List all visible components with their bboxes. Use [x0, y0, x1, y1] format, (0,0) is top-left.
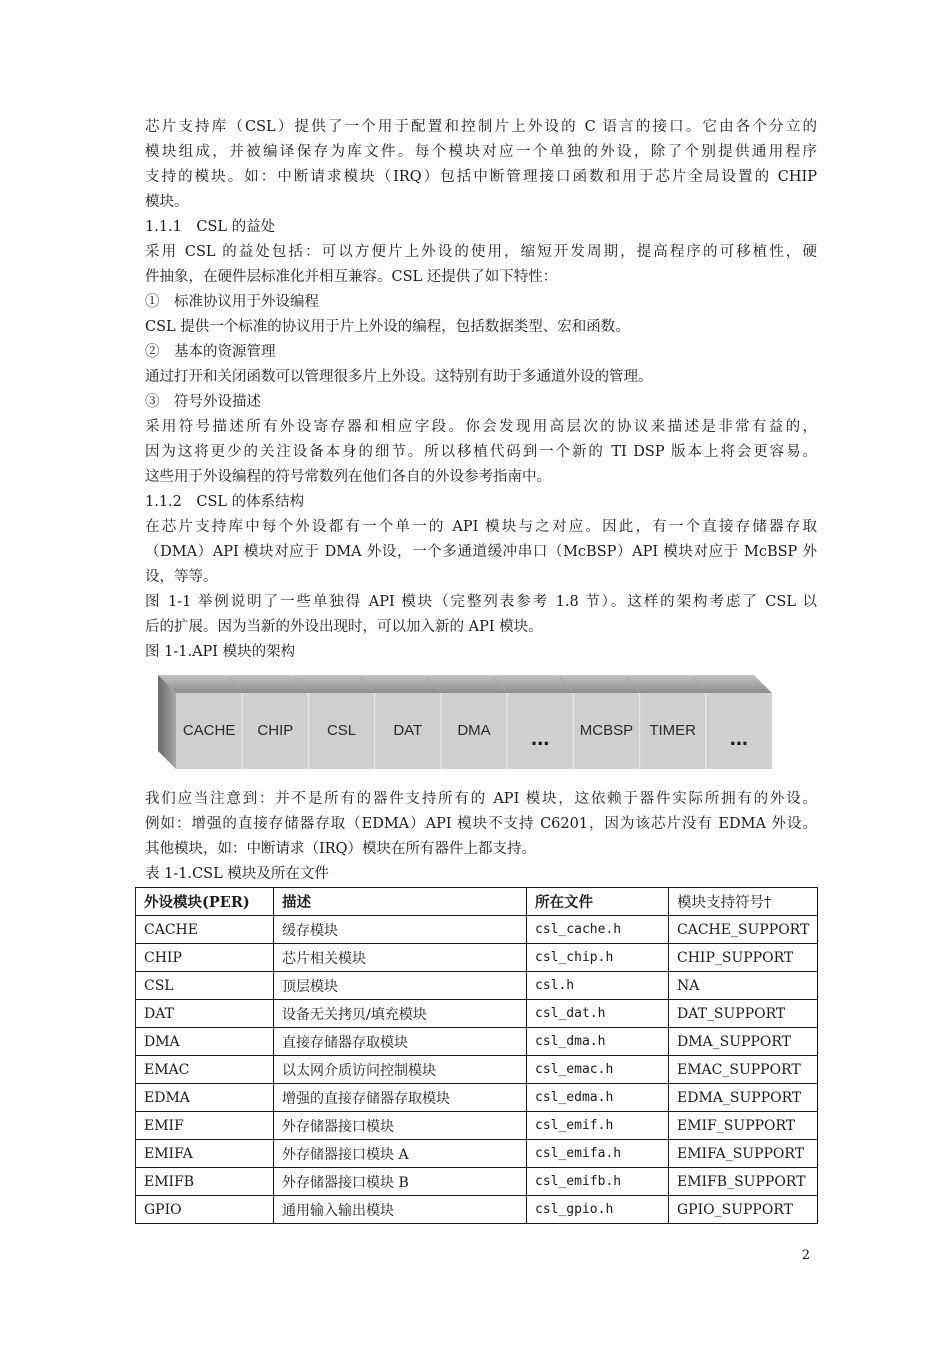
cell-description: 外存储器接口模块 B — [274, 1168, 527, 1196]
table-row — [136, 916, 818, 944]
text-line: 芯片支持库（CSL）提供了一个用于配置和控制片上外设的 C 语言的接口。它由各个分立的 — [145, 119, 817, 135]
table-row — [136, 972, 818, 1000]
text-line: 其他模块，如：中断请求（IRQ）模块在所有器件上都支持。 — [145, 841, 537, 857]
cell-module: DMA — [136, 1028, 274, 1056]
cell-file: csl_emifa.h — [527, 1140, 669, 1168]
api-module-label: MCBSP — [579, 722, 634, 739]
cell-description: 直接存储器存取模块 — [274, 1028, 527, 1056]
text-line: 在芯片支持库中每个外设都有一个单一的 API 模块与之对应。因此，有一个直接存储器存取 — [145, 519, 817, 535]
text-line: 1.1.2 CSL 的体系结构 — [145, 494, 305, 510]
text-line: 例如：增强的直接存储器存取（EDMA）API 模块不支持 C6201，因为该芯片没有 EDMA 外设。 — [145, 816, 817, 832]
text-line: ① 标准协议用于外设编程 — [145, 294, 319, 310]
table-row — [136, 1084, 818, 1112]
header-file: 所在文件 — [527, 888, 669, 916]
text-line: 我们应当注意到：并不是所有的器件支持所有的 API 模块，这依赖于器件实际所拥有的外设。 — [145, 791, 817, 807]
text-line: ② 基本的资源管理 — [145, 344, 276, 360]
text-line: 模块组成，并被编译保存为库文件。每个模块对应一个单独的外设，除了个别提供通用程序 — [145, 144, 817, 160]
api-module-label: CACHE — [182, 722, 236, 739]
table-row — [136, 1000, 818, 1028]
body-text-bottom — [145, 787, 817, 887]
text-line: CSL 提供一个标准的协议用于片上外设的编程，包括数据类型、宏和函数。 — [145, 319, 630, 335]
text-line: 表 1-1.CSL 模块及所在文件 — [145, 866, 329, 882]
cell-file: csl_chip.h — [527, 944, 669, 972]
cell-support-symbol: EMIFA_SUPPORT — [669, 1140, 818, 1168]
text-line: （DMA）API 模块对应于 DMA 外设，一个多通道缓冲串口（McBSP）API 模块对应于 McBSP 外 — [145, 544, 817, 560]
api-architecture-diagram — [158, 675, 772, 769]
cell-description: 缓存模块 — [274, 916, 527, 944]
cell-description: 外存储器接口模块 — [274, 1112, 527, 1140]
cell-module: CSL — [136, 972, 274, 1000]
table-row — [136, 1140, 818, 1168]
cell-support-symbol: DAT_SUPPORT — [669, 1000, 818, 1028]
page-number: 2 — [801, 1248, 810, 1263]
cell-module: EDMA — [136, 1084, 274, 1112]
cell-support-symbol: EMIFB_SUPPORT — [669, 1168, 818, 1196]
text-line: 件抽象，在硬件层标准化并相互兼容。CSL 还提供了如下特性： — [145, 269, 558, 285]
cell-module: EMIFA — [136, 1140, 274, 1168]
cell-support-symbol: NA — [669, 972, 818, 1000]
cell-file: csl.h — [527, 972, 669, 1000]
api-module-label: ... — [729, 725, 749, 750]
cell-file: csl_emifb.h — [527, 1168, 669, 1196]
cell-description: 以太网介质访问控制模块 — [274, 1056, 527, 1084]
cell-file: csl_emac.h — [527, 1056, 669, 1084]
text-line: 设，等等。 — [145, 569, 218, 585]
cell-support-symbol: EDMA_SUPPORT — [669, 1084, 818, 1112]
cell-description: 通用输入输出模块 — [274, 1196, 527, 1224]
cell-support-symbol: GPIO_SUPPORT — [669, 1196, 818, 1224]
text-line: 采用符号描述所有外设寄存器和相应字段。你会发现用高层次的协议来描述是非常有益的， — [145, 419, 817, 435]
diagram-top-face — [158, 675, 772, 693]
cell-support-symbol: DMA_SUPPORT — [669, 1028, 818, 1056]
csl-modules-table — [135, 887, 818, 1224]
text-line: 图 1-1.API 模块的架构 — [145, 644, 296, 660]
cell-module: CACHE — [136, 916, 274, 944]
header-peripheral-module: 外设模块(PER) — [136, 888, 274, 916]
text-line: 模块。 — [145, 194, 189, 210]
api-module-label: DMA — [457, 722, 491, 739]
text-line: 因为这将更少的关注设备本身的细节。所以移植代码到一个新的 TI DSP 版本上将会更容易。 — [145, 444, 817, 460]
text-line: 这些用于外设编程的符号常数列在他们各自的外设参考指南中。 — [145, 469, 551, 485]
api-module-label: CSL — [326, 722, 357, 739]
cell-description: 外存储器接口模块 A — [274, 1140, 527, 1168]
table-header-row — [136, 888, 818, 916]
cell-module: EMIF — [136, 1112, 274, 1140]
text-line: 1.1.1 CSL 的益处 — [145, 219, 276, 235]
text-line: 通过打开和关闭函数可以管理很多片上外设。这特别有助于多通道外设的管理。 — [145, 369, 653, 385]
table-row — [136, 1196, 818, 1224]
cell-description: 顶层模块 — [274, 972, 527, 1000]
cell-module: CHIP — [136, 944, 274, 972]
body-text-top — [145, 115, 817, 665]
api-modules-svg — [158, 675, 772, 769]
cell-file: csl_cache.h — [527, 916, 669, 944]
text-line: 采用 CSL 的益处包括：可以方便片上外设的使用，缩短开发周期，提高程序的可移植性，硬 — [145, 244, 817, 260]
cell-support-symbol: CACHE_SUPPORT — [669, 916, 818, 944]
cell-description: 芯片相关模块 — [274, 944, 527, 972]
cell-support-symbol: EMIF_SUPPORT — [669, 1112, 818, 1140]
cell-file: csl_gpio.h — [527, 1196, 669, 1224]
cell-module: EMAC — [136, 1056, 274, 1084]
cell-description: 增强的直接存储器存取模块 — [274, 1084, 527, 1112]
api-module-label: CHIP — [257, 722, 294, 739]
text-line: 图 1-1 举例说明了一些单独得 API 模块（完整列表参考 1.8 节）。这样的架构考虑了 CSL 以 — [145, 594, 817, 610]
cell-file: csl_dma.h — [527, 1028, 669, 1056]
api-module-label: DAT — [393, 722, 423, 739]
cell-file: csl_emif.h — [527, 1112, 669, 1140]
table-row — [136, 1056, 818, 1084]
cell-file: csl_dat.h — [527, 1000, 669, 1028]
table-row — [136, 1028, 818, 1056]
cell-support-symbol: CHIP_SUPPORT — [669, 944, 818, 972]
cell-file: csl_edma.h — [527, 1084, 669, 1112]
table-row — [136, 1168, 818, 1196]
api-module-label: ... — [531, 725, 550, 750]
table-row — [136, 1112, 818, 1140]
table-row — [136, 944, 818, 972]
header-support-symbol: 模块支持符号† — [669, 888, 818, 916]
text-line: 支持的模块。如：中断请求模块（IRQ）包括中断管理接口函数和用于芯片全局设置的 CHIP — [145, 169, 817, 185]
cell-module: EMIFB — [136, 1168, 274, 1196]
header-description: 描述 — [274, 888, 527, 916]
cell-module: DAT — [136, 1000, 274, 1028]
api-module-label: TIMER — [649, 722, 697, 739]
cell-description: 设备无关拷贝/填充模块 — [274, 1000, 527, 1028]
cell-module: GPIO — [136, 1196, 274, 1224]
text-line: 后的扩展。因为当新的外设出现时，可以加入新的 API 模块。 — [145, 619, 543, 635]
cell-support-symbol: EMAC_SUPPORT — [669, 1056, 818, 1084]
text-line: ③ 符号外设描述 — [145, 394, 261, 410]
